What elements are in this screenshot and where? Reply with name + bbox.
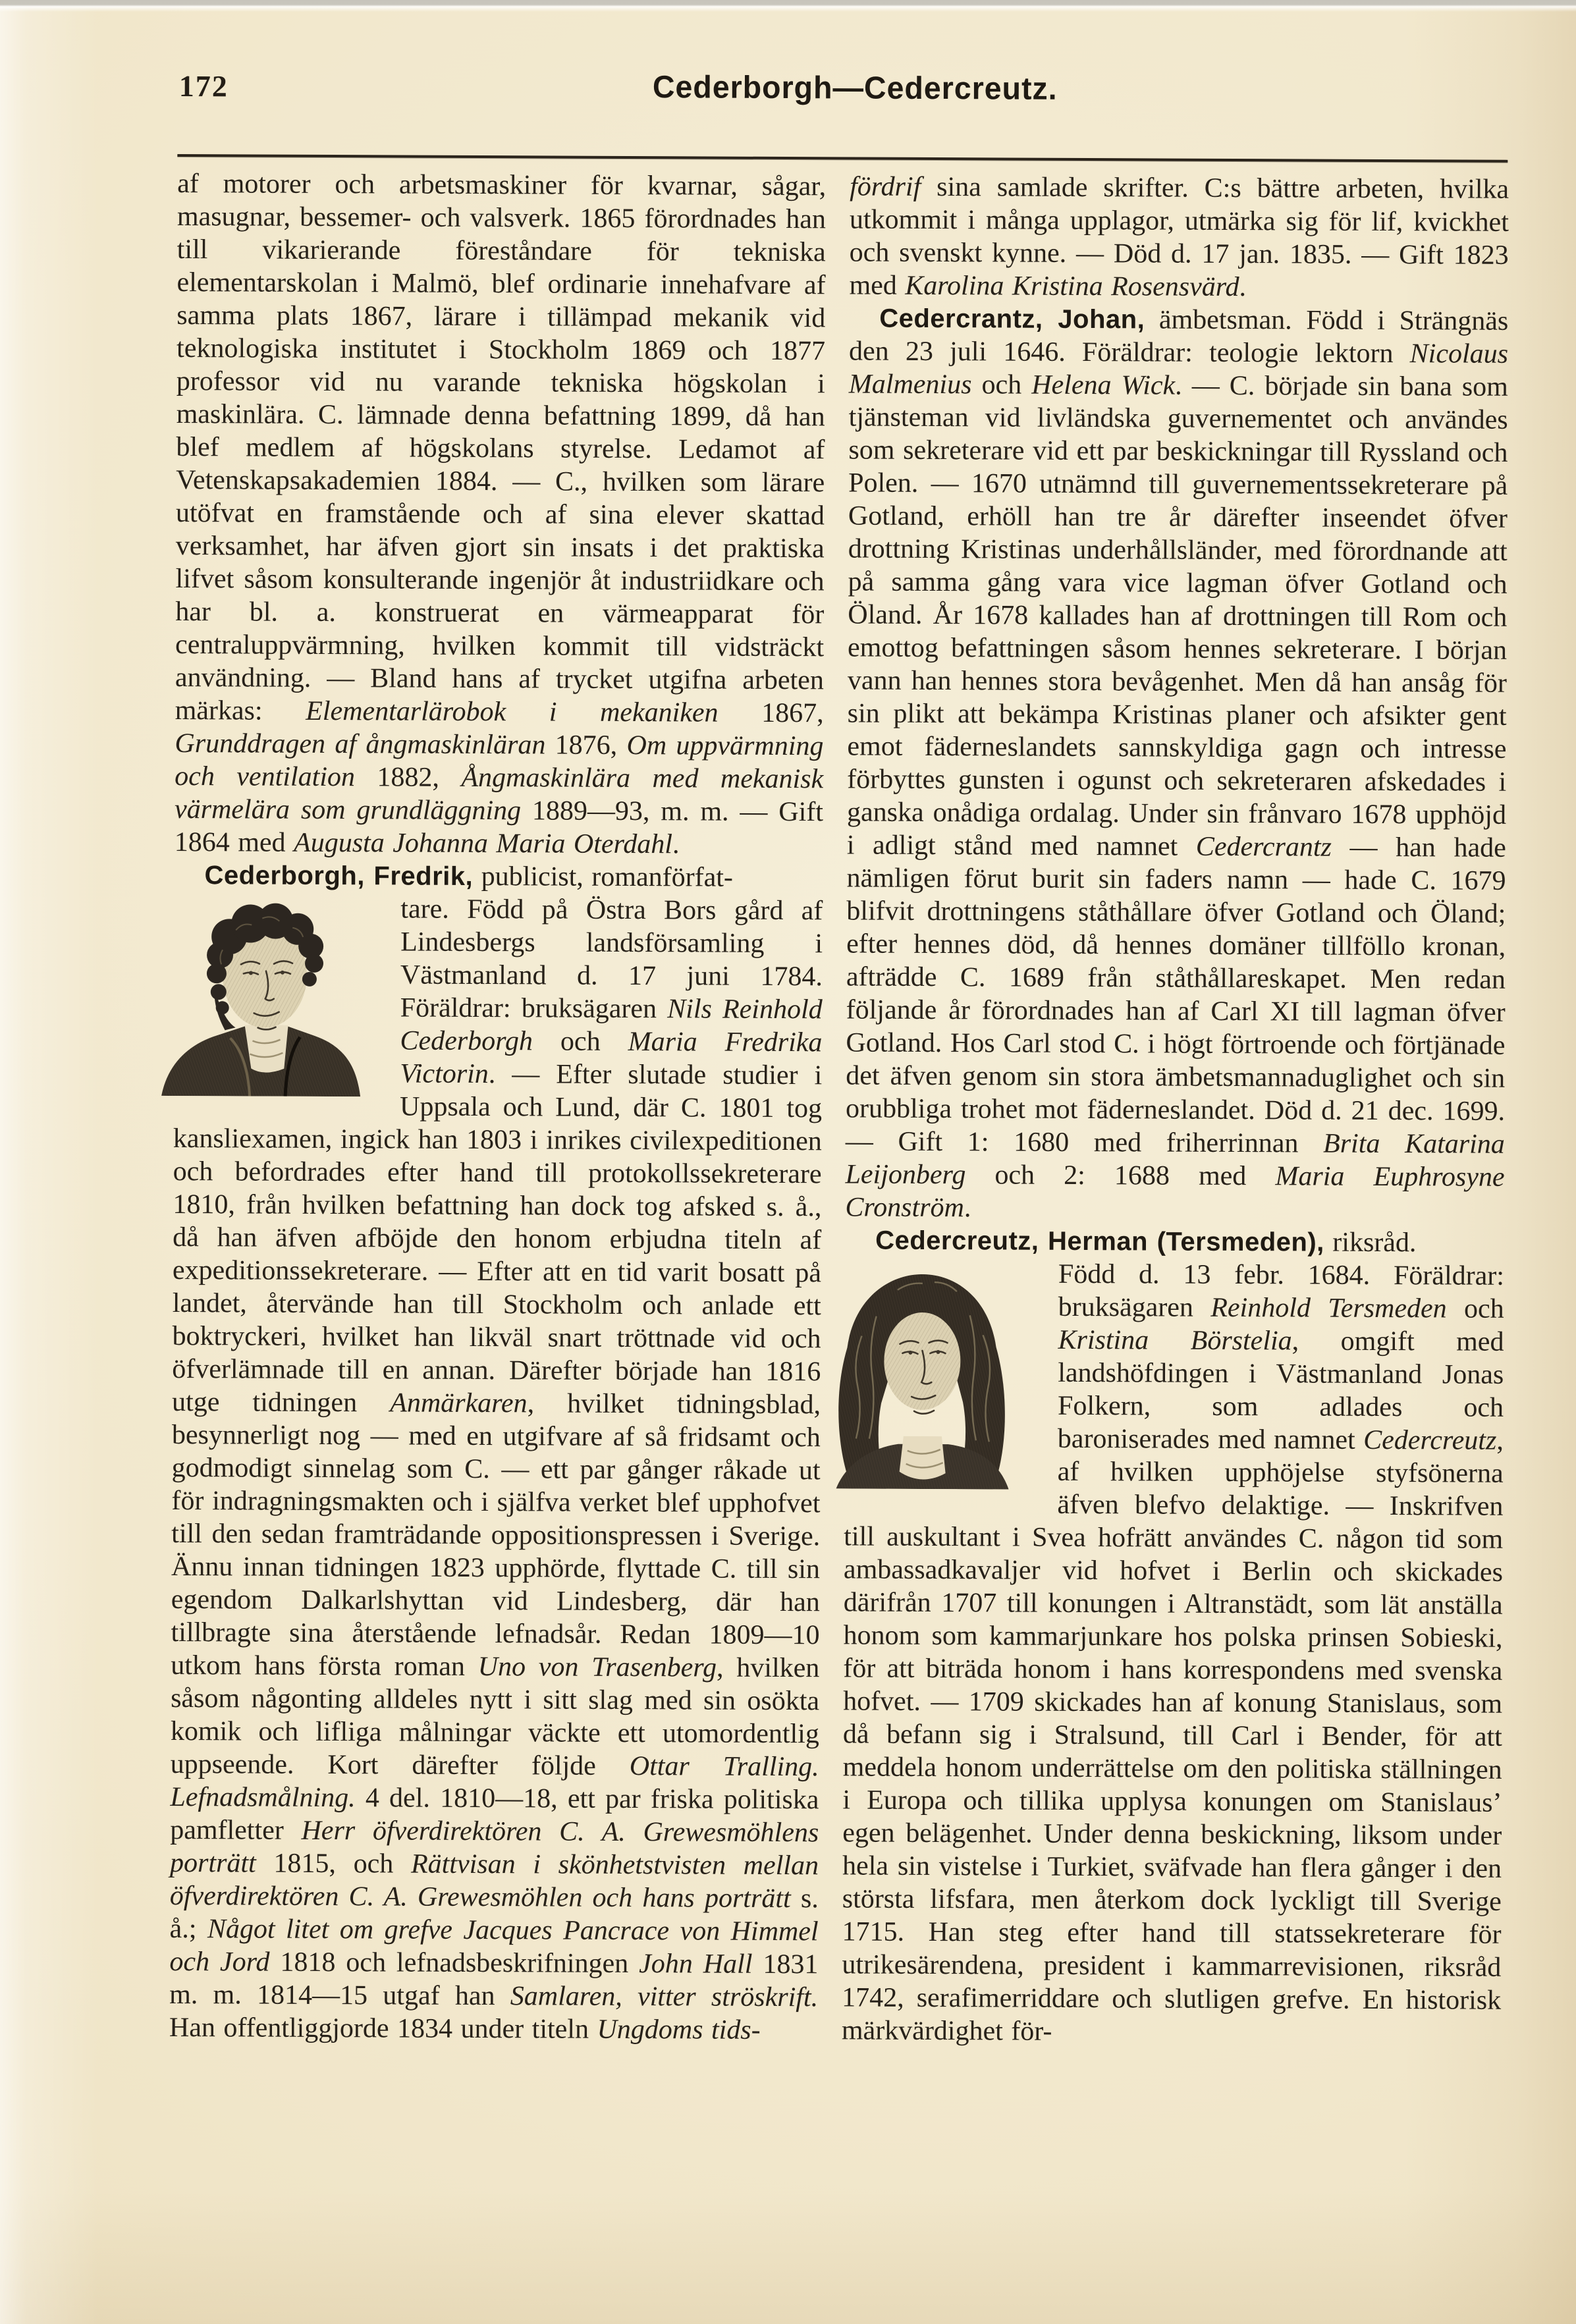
text-segment: 4 del. 1810—18, ett par friska politiska pamfletter — [170, 1783, 819, 1846]
text-segment: — han hade nämligen förut burit sin faders namn — hade C. 1679 blifvit drottningens ståthållare öfver Gotland och Öland; efter hennes död, då hennes domäner tillföllo kronan, afträdde C. 1689 från ståthållareskapet. Men redan följande år förordnades han af Carl XI till lagman öfver Gotland. Hos Carl stod C. i högt förtroende och förtjänade det äfven genom sin stora ämbetsmannaduglighet och sin orubbliga trohet mot fäderneslandet. Död d. 21 dec. 1699. — Gift 1: 1680 med friherrinnan — [845, 832, 1506, 1159]
page-header — [177, 58, 1509, 160]
face — [884, 1312, 961, 1411]
running-header: Cederborgh—Cedercreutz. — [652, 70, 1058, 107]
text-segment: Ungdoms tids- — [597, 2014, 761, 2045]
entry-continuation-cederborgh-engineer — [175, 167, 827, 861]
text-columns — [169, 167, 1509, 2050]
text-segment: och — [1446, 1293, 1504, 1324]
engraving-cederborgh — [151, 898, 370, 1096]
text-segment: , af hvilken upphöjelse styfsönerna äfven blefvo delaktige. — Inskrifven till auskultant i Svea hofrätt användes C. någon tid som ambassadkavaljer vid hofvet i Berlin och skickades därifrån 1707 till konungen i Altranstädt, som lät anställa honom som kammarjunkare hos polska prinsen Sobieski, för att biträda honom i hans korrespondens med svenska hofvet. — 1709 skickades han af konung Stanislaus, som då befann sig i Stralsund, till Carl i Bender, för att meddela honom underrättelse om den politiska ställningen i Europa och tillika upplysa konungen om Stanislaus’ egen belägenhet. Under denna beskickning, liksom under hela sin vistelse i Turkiet, sväfvade han flera gånger i den största lifsfara, men återkom dock lyckligt till Sverige 1715. Han steg efter hand till statssekreterare för utrikesärendena, president i kammarrevisionen, riksråd 1742, serafimerriddare och slutligen grefve. En historisk märkvärdighet för- — [841, 1425, 1504, 2047]
text-segment: Herr öfverdirektören C. A. Grewesmöhlens porträtt — [169, 1815, 819, 1879]
text-segment: , hvilket tidningsblad, besynnerligt nog — med en utgifvare af så fridsamt och godmodigt sinnelag som C. — ett par gånger råkade ut för indragningsmakten och i själfva verket blef upphofvet till den sedan framträdande oppositionspressen i Sverige. Ännu innan tidningen 1823 upphörde, flyttade C. till sin egendom Dalkarlshyttan vid Lindesberg, där han tillbragte sina återstående lefnadsår. Redan 1809—10 utkom hans första roman — [171, 1388, 821, 1683]
text-segment: Reinhold Tersmeden — [1210, 1292, 1447, 1324]
cravat — [244, 1025, 288, 1072]
text-segment: 1867, — [718, 697, 824, 729]
text-segment: Kristina Börstelia — [1058, 1324, 1292, 1357]
text-segment: och — [971, 369, 1032, 400]
text-segment: Brita Katarina Leijonberg — [845, 1128, 1505, 1191]
text-segment: Helena Wick — [1031, 369, 1176, 401]
text-segment: Uno von Trasenberg — [477, 1652, 717, 1683]
text-segment: 1882, — [354, 762, 462, 793]
text-segment: och 2: 1688 med — [965, 1160, 1276, 1192]
text-segment: Samlaren, vitter ströskrift. — [510, 1981, 819, 2013]
text-segment: . — [672, 829, 680, 860]
entry-body-cedercreutz-herman — [842, 1257, 1504, 2049]
entry-heading-cedercreutz-herman — [845, 1224, 1504, 1259]
text-segment: Ottar Tralling. Lefnadsmålning. — [170, 1751, 819, 1814]
text-segment: Maria Fredrika Victorin — [400, 1026, 823, 1090]
text-segment: , omgift med landshöfdingen i Västmanland Jonas Folkern, som adlades och baroniserades med namnet — [1057, 1326, 1504, 1455]
text-segment: Cedercrantz — [1195, 831, 1332, 863]
text-segment: 1876, — [545, 730, 627, 761]
text-segment: Cederborgh, Fredrik, — [204, 861, 474, 891]
text-segment: . — [1239, 272, 1247, 303]
text-segment: 1831 m. m. 1814—15 utgaf han — [169, 1949, 819, 2012]
text-segment: Nils Reinhold Cederborgh — [400, 994, 823, 1057]
text-segment: Född d. 13 febr. 1684. Föräldrar: bruksägaren — [1058, 1258, 1505, 1323]
text-segment: Ångmaskinlära med mekanisk värmelära som grundläggning — [174, 762, 824, 826]
text-segment: af motorer och arbetsmaskiner för kvarnar, sågar, masugnar, bessemer- och valsverk. 1865 förordnades han till vikarierande föreståndare för tekniska elementarskolan i Malmö, blef ordinarie innehafvare af samma plats 1867, lärare i tillämpad mekanik vid teknologiska institutet i Stockholm 1869 och 1877 professor vid nu varande tekniska högskolan i maskinlära. C. lämnade denna befattning 1899, då han blef medlem af högskolans styrelse. Ledamot af Vetenskapsakademien 1884. — C., hvilken som lärare utöfvat en framstående och af sina elever skattad verksamhet, har äfven gjort sin insats i det praktiska lifvet såsom konsulterande ingenjör åt industriidkare och har bl. a. konstruerat en värmeapparat för centraluppvärmning, hvilken kommit till vidsträckt användning. — Bland hans af trycket utgifna arbeten märkas: — [175, 168, 827, 726]
text-segment: . — C. började sin bana som tjänsteman vid livländska guvernementet och användes som sekreterare vid ett par beskickningar till Ryssland och Polen. — 1670 utnämnd till guvernementssekreterare på Gotland, erhöll han tre år därefter inseendet öfver drottning Kristinas underhållsländer, med förordnande att på samma gång vara vice lagman öfver Gotland och Öland. År 1678 kallades han af drottningen till Rom och emottog befattningen såsom hennes sekreterare. I början vann han hennes stora bevågenhet. Men då han ansåg för sin plikt att bekämpa Kristinas planer och afsikter gent emot fäderneslandets sannskyldiga gagn och intresse förbyttes gunsten i ogunst och sekreteraren afskedades i ganska onådiga ordalag. Under sin frånvaro 1678 upphöjd i adligt stånd med namnet — [846, 370, 1508, 862]
entry-heading-cederborgh-fredrik — [174, 859, 823, 894]
text-segment: riksråd. — [1324, 1227, 1417, 1258]
text-segment: Grunddragen af ångmaskinläran — [175, 728, 546, 761]
text-segment: 1818 och lefnadsbeskrifningen — [269, 1947, 639, 1980]
text-segment: , hvilken såsom någonting alldeles nytt i sitt slag med sin osökta komik och lifliga målningar väckte ett utomordentlig uppseende. Kort därefter följde — [170, 1652, 820, 1782]
text-segment: Cedercrantz, Johan, — [879, 304, 1145, 335]
text-segment: John Hall — [639, 1949, 753, 1980]
text-segment: sina samlade skrifter. C:s bättre arbeten, hvilka utkommit i många upplagor, utmärka sig för lif, kvickhet och svenskt kynne. — Död d. 17 jan. 1835. — Gift 1823 med — [849, 171, 1509, 301]
page-number: 172 — [178, 69, 229, 103]
text-segment: Karolina Kristina Rosensvärd — [905, 270, 1239, 303]
text-segment: Rättvisan i skönhetstvisten mellan öfverdirektören C. A. Grewesmöhlen och hans porträtt — [169, 1849, 819, 1914]
text-segment: tare. Född på Östra Bors gård af Lindesbergs landsförsamling i Västmanland d. 17 juni 1784. Föräldrar: bruksägaren — [400, 894, 823, 1025]
engraving-cedercreutz — [818, 1263, 1028, 1489]
text-segment: Augusta Johanna Maria Oterdahl — [294, 827, 673, 860]
column-right — [842, 170, 1509, 2049]
text-segment: Elementarlärobok i mekaniken — [306, 695, 719, 728]
entry-continuation-cederborgh-fredrik — [849, 170, 1509, 304]
text-segment: Om uppvärmning och ventilation — [175, 730, 824, 793]
text-segment: Maria Euphrosyne Cronström — [845, 1161, 1505, 1224]
text-segment: fördrif — [850, 171, 921, 202]
portrait-cedercreutz-herman — [818, 1263, 1028, 1489]
text-segment: 1815, och — [256, 1848, 412, 1879]
text-segment: Nicolaus Malmenius — [848, 338, 1509, 400]
entry-cedercrantz-johan — [845, 302, 1508, 1226]
text-segment: publicist, romanförfat- — [473, 861, 734, 893]
text-segment: s. å.; — [169, 1883, 819, 1945]
portrait-cederborgh-fredrik — [151, 898, 370, 1096]
text-segment: 1889—93, m. m. — Gift 1864 med — [174, 796, 824, 858]
text-segment: Han offentliggjorde 1834 under titeln — [169, 2012, 597, 2045]
text-segment: Cedercreutz, Herman (Tersmeden), — [875, 1226, 1324, 1257]
text-segment: Cedercreutz — [1363, 1424, 1497, 1456]
text-segment: Anmärkaren — [390, 1388, 528, 1419]
page-content — [169, 58, 1509, 2050]
text-segment: och — [532, 1026, 628, 1057]
entry-body-cederborgh-fredrik — [169, 892, 823, 2047]
cravat — [900, 1436, 946, 1480]
column-left — [169, 167, 826, 2047]
text-segment: ämbetsman. Född i Strängnäs den 23 juli 1646. Föräldrar: teologie lektorn — [848, 304, 1509, 369]
text-segment: . — [964, 1193, 971, 1224]
text-segment: . — Efter slutade studier i Uppsala och Lund, där C. 1801 tog kansliexamen, ingick han 1803 i inrikes civilexpeditionen och befordrades efter hand till protokollssekreterare 1810, från hvilken befattning han dock tog afsked s. å., då han äfven afböjde den honom erbjudna titeln af expeditionssekreterare. — Efter att en tid varit bosatt på landet, återvände han till Stockholm och anlade ett boktryckeri, hvilket han likväl snart tröttnade vid och öfverlämnade till en annan. Därefter började han 1816 utge tidningen — [171, 1059, 823, 1419]
text-segment: Något litet om grefve Jacques Pancrace von Himmel och Jord — [169, 1914, 819, 1978]
